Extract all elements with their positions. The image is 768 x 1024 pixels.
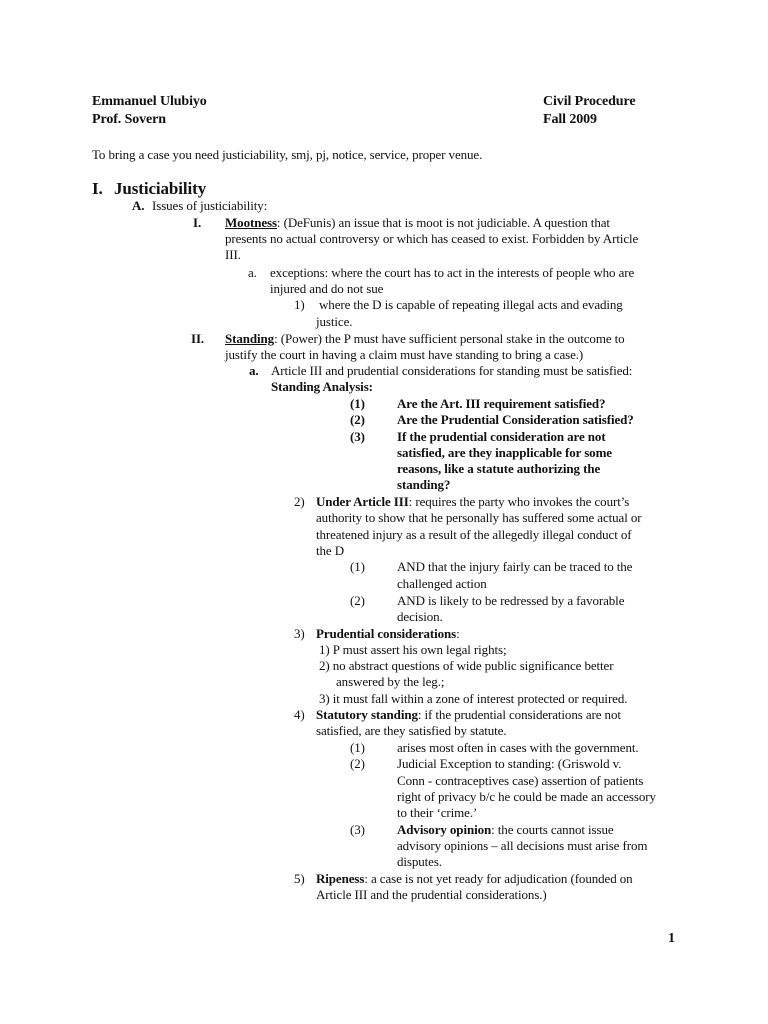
analysis-q3-label: (3) [350, 429, 365, 444]
analysis-q3-line-4: standing? [397, 477, 451, 492]
ripeness-term: Ripeness [316, 871, 365, 886]
mootness-1-line-2: justice. [316, 314, 353, 329]
standing-number: II. [191, 331, 205, 346]
section-title: Justiciability [114, 179, 207, 198]
standing-line-1 [225, 331, 625, 347]
mootness-line-3: III. [225, 247, 241, 262]
statutory-s1-label: (1) [350, 740, 365, 755]
art3-s1-label: (1) [350, 559, 365, 574]
prudential-point-2-line-1: 2) no abstract questions of wide public significance better [319, 658, 614, 673]
art3-number: 2) [294, 494, 305, 509]
professor-name: Prof. Sovern [92, 112, 166, 127]
statutory-s3-line-1 [397, 822, 614, 838]
prudential-heading [316, 626, 460, 642]
item-a-text: Issues of justiciability: [152, 198, 268, 213]
advisory-opinion-term: Advisory opinion [397, 822, 492, 837]
mootness-number: I. [193, 215, 202, 230]
statutory-s2-line-4: to their ‘crime.’ [397, 805, 478, 820]
prudential-term: Prudential considerations [316, 626, 457, 641]
analysis-q3-line-1: If the prudential consideration are not [397, 429, 606, 444]
statutory-s2-line-1: Judicial Exception to standing: (Griswold v. [397, 756, 622, 771]
mootness-a-label: a. [248, 265, 257, 280]
art3-s2-line-1: AND is likely to be redressed by a favorable [397, 593, 625, 608]
analysis-q3-line-3: reasons, like a statute authorizing the [397, 461, 601, 476]
mootness-term: Mootness [225, 215, 277, 230]
statutory-s2-line-2: Conn - contraceptives case) assertion of patients [397, 773, 644, 788]
section-number: I. [92, 179, 103, 198]
prudential-number: 3) [294, 626, 305, 641]
art3-s2-line-2: decision. [397, 609, 443, 624]
ripeness-number: 5) [294, 871, 305, 886]
ripeness-line-2: Article III and the prudential considerations.) [316, 887, 547, 902]
analysis-q2: Are the Prudential Consideration satisfied? [397, 412, 634, 427]
statutory-term: Statutory standing [316, 707, 418, 722]
mootness-line-1-rest: : (DeFunis) an issue that is moot is not judiciable. A question that [276, 215, 610, 230]
art3-line-4: the D [316, 543, 345, 558]
mootness-line-1 [225, 215, 610, 231]
analysis-q2-label: (2) [350, 412, 365, 427]
standing-a-text: Article III and prudential considerations for standing must be satisfied: [271, 363, 633, 378]
ripeness-line-1-rest: : a case is not yet ready for adjudication (founded on [364, 871, 633, 886]
art3-line-2: authority to show that he personally has suffered some actual or [316, 510, 642, 525]
statutory-line-2: satisfied, are they satisfied by statute. [316, 723, 507, 738]
page-number: 1 [668, 931, 675, 946]
statutory-s3-line-3: disputes. [397, 854, 442, 869]
art3-line-1-rest: : requires the party who invokes the court’s [408, 494, 630, 509]
prudential-colon: : [456, 626, 460, 641]
art3-line-1 [316, 494, 629, 510]
statutory-s3-line-2: advisory opinions – all decisions must arise from [397, 838, 648, 853]
prudential-point-2-line-2: answered by the leg.; [336, 674, 445, 689]
mootness-1-line-1: where the D is capable of repeating illegal acts and evading [319, 297, 623, 312]
statutory-s2-label: (2) [350, 756, 365, 771]
mootness-a-line-1: exceptions: where the court has to act in the interests of people who are [270, 265, 635, 280]
art3-s1-line-1: AND that the injury fairly can be traced to the [397, 559, 633, 574]
ripeness-line-1 [316, 871, 633, 887]
standing-term: Standing [225, 331, 275, 346]
standing-analysis-title: Standing Analysis: [271, 379, 373, 394]
art3-s2-label: (2) [350, 593, 365, 608]
art3-term: Under Article III [316, 494, 409, 509]
standing-a-label: a. [249, 363, 259, 378]
item-a-label: A. [132, 198, 145, 213]
art3-s1-line-2: challenged action [397, 576, 487, 591]
art3-line-3: threatened injury as a result of the allegedly illegal conduct of [316, 527, 632, 542]
statutory-line-1 [316, 707, 621, 723]
statutory-s1: arises most often in cases with the government. [397, 740, 639, 755]
statutory-s3-line-1-rest: : the courts cannot issue [491, 822, 614, 837]
course-title: Civil Procedure [543, 94, 636, 109]
author-name: Emmanuel Ulubiyo [92, 94, 207, 109]
term-label: Fall 2009 [543, 112, 597, 127]
statutory-line-1-rest: : if the prudential considerations are not [417, 707, 621, 722]
analysis-q1-label: (1) [350, 396, 365, 411]
analysis-q1: Are the Art. III requirement satisfied? [397, 396, 606, 411]
mootness-1-label: 1) [294, 297, 305, 312]
mootness-a-line-2: injured and do not sue [270, 281, 384, 296]
statutory-s3-label: (3) [350, 822, 365, 837]
mootness-line-2: presents no actual controversy or which has ceased to exist. Forbidden by Article [225, 231, 639, 246]
analysis-q3-line-2: satisfied, are they inapplicable for some [397, 445, 612, 460]
statutory-number: 4) [294, 707, 305, 722]
prudential-point-3: 3) it must fall within a zone of interest protected or required. [319, 691, 628, 706]
prudential-point-1: 1) P must assert his own legal rights; [319, 642, 507, 657]
standing-line-2: justify the court in having a claim must have standing to bring a case.) [225, 347, 584, 362]
standing-line-1-rest: : (Power) the P must have sufficient personal stake in the outcome to [274, 331, 625, 346]
intro-text: To bring a case you need justiciability, smj, pj, notice, service, proper venue. [92, 147, 483, 162]
statutory-s2-line-3: right of privacy b/c he could be made an accessory [397, 789, 656, 804]
